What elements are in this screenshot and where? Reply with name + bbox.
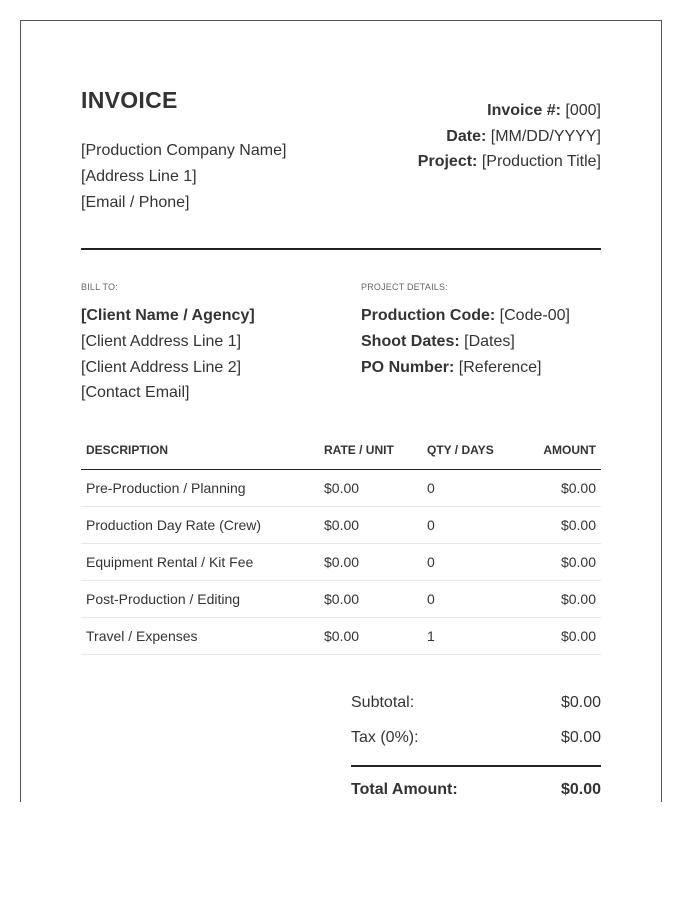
row-amount: $0.00 (520, 617, 601, 654)
total-label: Total Amount: (351, 781, 458, 798)
invoice-project-value: [Production Title] (477, 153, 601, 170)
tax-label: Tax (0%): (351, 729, 419, 746)
project-details-section (361, 282, 570, 380)
row-rate: $0.00 (319, 580, 422, 617)
header-qty: QTY / DAYS (422, 431, 520, 469)
invoice-page (20, 20, 662, 802)
row-qty: 0 (422, 506, 520, 543)
invoice-header (81, 21, 601, 249)
shoot-dates-label: Shoot Dates: (361, 332, 460, 350)
invoice-number-row (418, 98, 601, 124)
table-row (81, 506, 601, 543)
row-amount: $0.00 (520, 469, 601, 506)
row-amount: $0.00 (520, 506, 601, 543)
row-description: Travel / Expenses (81, 617, 319, 654)
table-row (81, 469, 601, 506)
invoice-date-value: [MM/DD/YYYY] (486, 127, 601, 145)
total-value: $0.00 (560, 781, 601, 798)
invoice-date-row (418, 124, 601, 150)
row-qty: 0 (422, 543, 520, 580)
client-name: [Client Name / Agency] (81, 307, 255, 324)
invoice-number-label: Invoice #: (487, 102, 561, 119)
project-details-label: PROJECT DETAILS: (361, 282, 448, 292)
invoice-title: INVOICE (81, 87, 178, 113)
tax-value: $0.00 (560, 729, 601, 746)
po-number-row (361, 355, 570, 381)
po-number-value: [Reference] (454, 358, 542, 376)
bill-to-section (81, 282, 255, 406)
subtotal-row (351, 685, 601, 720)
table-row (81, 543, 601, 580)
row-description: Production Day Rate (Crew) (81, 506, 319, 543)
header-divider (81, 248, 601, 250)
table-header-row (81, 431, 601, 469)
header-rate: RATE / UNIT (319, 431, 422, 469)
shoot-dates-value: [Dates] (459, 332, 515, 350)
row-amount: $0.00 (520, 543, 601, 580)
po-number-label: PO Number: (361, 358, 455, 376)
line-items-table (81, 431, 601, 655)
client-address-1: [Client Address Line 1] (81, 332, 242, 350)
client-address-2: [Client Address Line 2] (81, 358, 242, 376)
invoice-content (81, 21, 601, 798)
bill-to-lines (81, 303, 255, 406)
row-description: Post-Production / Editing (81, 580, 319, 617)
row-amount: $0.00 (520, 580, 601, 617)
bill-to-label: BILL TO: (81, 282, 118, 292)
table-row (81, 580, 601, 617)
company-name: [Production Company Name] (81, 142, 287, 159)
tax-row (351, 720, 601, 755)
invoice-project-row (418, 149, 601, 175)
company-contact: [Email / Phone] (81, 194, 190, 211)
row-qty: 0 (422, 469, 520, 506)
totals-section (351, 685, 601, 807)
company-address: [Address Line 1] (81, 168, 197, 185)
row-rate: $0.00 (319, 506, 422, 543)
row-description: Equipment Rental / Kit Fee (81, 543, 319, 580)
client-email: [Contact Email] (81, 384, 190, 402)
row-qty: 1 (422, 617, 520, 654)
row-rate: $0.00 (319, 469, 422, 506)
header-description: DESCRIPTION (81, 431, 319, 469)
production-code-label: Production Code: (361, 307, 496, 324)
invoice-project-label: Project: (417, 153, 478, 170)
invoice-number-value: [000] (560, 102, 601, 119)
row-qty: 0 (422, 580, 520, 617)
row-rate: $0.00 (319, 617, 422, 654)
company-info (81, 138, 286, 216)
row-rate: $0.00 (319, 543, 422, 580)
production-code-row (361, 303, 570, 329)
production-code-value: [Code-00] (495, 307, 570, 324)
invoice-meta (418, 98, 601, 175)
project-details-lines (361, 303, 570, 380)
total-row (351, 772, 601, 807)
invoice-date-label: Date: (446, 127, 487, 145)
totals-divider (351, 765, 601, 767)
shoot-dates-row (361, 329, 570, 355)
subtotal-value: $0.00 (560, 694, 601, 711)
subtotal-label: Subtotal: (351, 694, 415, 711)
row-description: Pre-Production / Planning (81, 469, 319, 506)
table-row (81, 617, 601, 654)
header-amount: AMOUNT (520, 431, 601, 469)
